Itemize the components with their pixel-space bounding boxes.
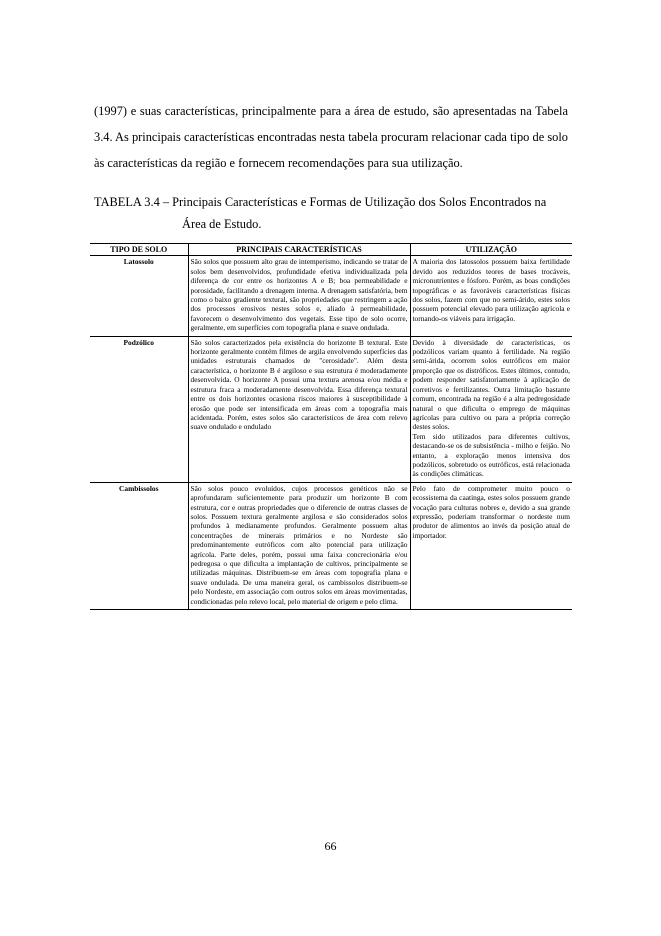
header-characteristics: PRINCIPAIS CARACTERÍSTICAS	[188, 244, 410, 256]
soil-name: Cambissolos	[90, 482, 188, 609]
page-number: 66	[324, 839, 337, 853]
header-soil-type: TIPO DE SOLO	[90, 244, 188, 256]
table-caption	[94, 191, 572, 235]
table-header-row	[90, 244, 572, 256]
caption-line-1: TABELA 3.4 – Principais Características e Formas de Utilização dos Solos Encontrados na	[94, 195, 547, 209]
soil-characteristics: São solos pouco evoluídos, cujos processos genéticos não se aprofundaram suficientemente para produzir um horizonte B com estrutura, cor e outras propriedades que o diferencie de outras classes de solos. Possuem textura geralmente argilosa e são considerados solos profundos à medianamente profundos. Geralmente possuem altas concentrações de minerais primários e no Nordeste são predominantemente eutróficos com alto potencial para utilização agrícola. Parte deles, porém, possui uma faixa concrecionária e/ou pedregosa o que dificulta a implantação de cultivos, principalmente se utilizadas máquinas. Distribuem-se em áreas com topografia plana e suave ondulada. De uma maneira geral, os cambissolos distribuem-se pelo Nordeste, em associação com outros solos em áreas movimentadas, condicionadas pelo relevo local, pelo material de origem e pelo clima.	[188, 482, 410, 609]
intro-paragraph: (1997) e suas características, principalmente para a área de estudo, são apresentadas na Tabela 3.4. As principais características encontradas nesta tabela procuram relacionar cada tipo de solo às características da região e fornecem recomendações para sua utilização.	[94, 104, 568, 170]
soil-name: Latossolo	[123, 257, 154, 267]
table-row	[90, 482, 572, 609]
soil-characteristics: São solos que possuem alto grau de intemperismo, indicando se tratar de solos bem desenvolvidos, profundidade efetiva individualizada pela diferença de cor entre os horizontes A e B; boa permeabilidade e porosidade, facilitando a drenagem interna. A drenagem satisfatória, bem como o baixo gradiente textural, são propriedades que restringem a ação dos processos erosivos nestes solos e, aliado à permeabilidade, favorecem o desenvolvimento dos vegetais. Esse tipo de solo ocorre, geralmente, em superfícies com topografia plana e suave ondulada.	[188, 256, 410, 336]
soil-use: A maioria dos latossolos possuem baixa fertilidade devido aos reduzidos teores de bases trocáveis, micronutrientes e fósforo. Porém, as boas condições topográficas e as favoráveis características físicas dos solos, fazem com que no semi-árido, estes solos possuem potencial elevado para utilização agrícola e tornando-os viáveis para irrigação.	[410, 256, 572, 336]
soil-name: Podzólico	[90, 336, 188, 482]
caption-line-2: Área de Estudo.	[182, 217, 262, 231]
header-use: UTILIZAÇÃO	[410, 244, 572, 256]
table-row	[90, 256, 572, 336]
table-row	[90, 336, 572, 482]
soil-characteristics: São solos caracterizados pela existência do horizonte B textural. Este horizonte geralmente contém filmes de argila envolvendo superfícies das unidades estruturais chamados de "cerosidade". Além desta característica, o horizonte B é argiloso e sua estrutura é moderadamente desenvolvida. O horizonte A possui uma textura arenosa e/ou média e estrutura fraca a moderadamente desenvolvida. Essa diferença textural entre os dois horizontes ocasiona riscos maiores à susceptibilidade à erosão que pode ser intensificada em áreas com a topografia mais acidentada. Porém, estes solos são característicos de área com relevo suave ondulado e ondulado	[188, 336, 410, 482]
soil-use: Pelo fato de comprometer muito pouco o ecossistema da caatinga, estes solos possuem grande vocação para culturas nobres e, devido a sua grande expressão, poderiam transformar o nordeste num produtor de alimentos ao invés da posição atual de importador.	[410, 482, 572, 609]
soil-use	[410, 336, 572, 482]
soil-use-paragraph: Devido à diversidade de características, os podzólicos variam quanto à fertilidade. Na região semi-árida, ocorrem solos eutróficos em maior proporção que os distróficos. Estes últimos, contudo, podem responder satisfatoriamente à aplicação de corretivos e fertilizantes. Outra limitação bastante comum, encontrada na região é a alta pedregosidade natural o que dificulta o emprego de máquinas agrícolas para cultivo ou para a própria correção destes solos.	[412, 337, 570, 432]
soil-table	[90, 243, 572, 610]
soil-use-paragraph: Tem sido utilizados para diferentes cultivos, destacando-se os de subsistência - milho e feijão. No entanto, a exploração menos intensiva dos podzólicos, sobretudo os eutróficos, está relacionada às condições climáticas.	[412, 431, 570, 479]
